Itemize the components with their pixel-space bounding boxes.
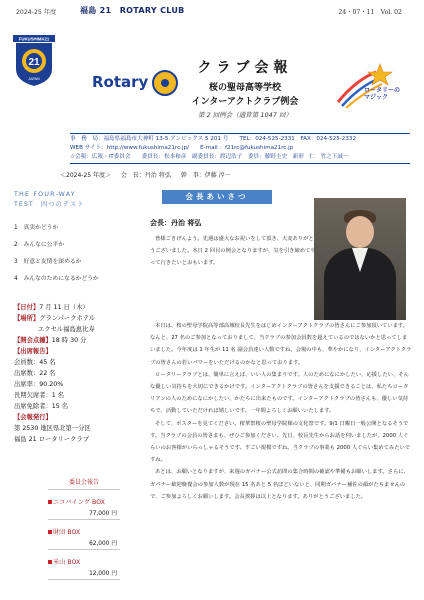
meeting-details (14, 302, 144, 445)
time-label: 【開会点鐘】 (14, 337, 52, 344)
newsletter-title-block (170, 57, 320, 119)
committee-line: ☆会報：広報・IT委員会 委員長：松本和彦 副委員長：渡辺浩子 委員：藤野圭史 新形 仁 竹之下誠一 (70, 154, 349, 160)
fourway-list (14, 222, 144, 282)
donation-item (48, 497, 120, 520)
fourway-title-en: THE FOUR-WAY (14, 191, 76, 198)
donation-amount: 62,000 円 (89, 541, 117, 547)
donation-item (48, 557, 120, 580)
donation-name: 財団 BOX (53, 529, 81, 536)
rotary-magic-logo (336, 62, 416, 108)
magic-label: ロータリーの マジック (364, 87, 401, 101)
club-info (70, 132, 410, 165)
club-emblem (13, 35, 55, 87)
date-label: 【日付】 (14, 304, 40, 311)
fourway-item: 1 真実かどうか (14, 225, 59, 231)
attendance-row: 出席免除者：15 名 (14, 403, 69, 410)
meeting-number: 第 2 回例会（通算第 1047 回） (198, 111, 292, 119)
bullet-icon (48, 530, 52, 534)
photo-face (346, 216, 374, 248)
donation-amount: 12,000 円 (89, 571, 117, 577)
time-value: 18 時 30 分 (51, 337, 87, 344)
school-name: 桜の聖母高等学校 (208, 83, 281, 93)
fourway-title-jp: TEST 四つのテスト (14, 201, 85, 208)
publication-value-2: 福島 21 ロータリークラブ (14, 436, 89, 443)
rotary-wordmark: Rotary (92, 73, 149, 91)
attendance-row: 出席率：90.20% (14, 381, 64, 388)
place-value-2: エクセル福島恵比寿 (38, 326, 95, 333)
rotary-logo (92, 72, 182, 94)
president-label: 会 長：丹治 将弘 (120, 172, 171, 179)
article-author: 会長：丹治 将弘 (150, 219, 202, 227)
fourway-item: 4 みんなのためになるかどうか (14, 276, 99, 282)
article-intro (150, 233, 318, 270)
donation-heading: 委員会報告 (48, 477, 120, 490)
publication-label: 【会報発行】 (14, 414, 52, 421)
article-paragraph: 皆様ごきげんよう。先週は盛大なお祝いをして頂き、大変ありがとうございました。本日 2 回目の例会となりますが、気を引き締めてやって行きたいとおもいます。 (150, 236, 316, 267)
issue-date: 24・07・11 Vol. 02 (338, 9, 402, 16)
article-paragraph: あとは、お願いとなりますが、来週のガバナー公式訪問の集合時間の確認や準備もお願いします。さらに、ガバナー歓迎晩餐会の参加人数が現在 15 名あと 5 名ほどいないと、同期ガバナー補佐の顔がたちませんので、ご参加よろしくお願いします。会長挨拶は以上となります。ありがとうございました。 (150, 469, 409, 500)
fourway-title (14, 190, 144, 210)
officer-row (60, 170, 410, 179)
club-name: 福島 21 ROTARY CLUB (80, 6, 185, 15)
article-paragraph: 本日は、桜の聖母学院高等部高城校長先生をはじめインターアクトクラブの皆さんにご参加頂いています。なんと、27 名のご参加となっておりまして、当クラブの参加会員数を超えているのではないかと思ってしまいました。今年度は 1 年生が 11 名 副会員達い人数ですね。会場の中も、華やかになり、インターアクトクラブの皆さんの若いパワーをいただけるのかなと思っております。 (150, 323, 412, 366)
president-message (150, 190, 414, 500)
emblem-number: 21 (28, 57, 40, 68)
attendance-row: 出席数：22 名 (14, 370, 56, 377)
attendance-row: 会員数：45 名 (14, 359, 56, 366)
left-column (14, 190, 144, 445)
donation-name: 米山 BOX (53, 559, 81, 566)
attendance-label: 【出席報告】 (14, 348, 52, 355)
attendance-row: 長期欠席者：1 名 (14, 392, 65, 399)
president-photo (314, 198, 406, 320)
emblem-top-text: FUKUSHIMA21 (18, 36, 50, 42)
date-value: 7 月 11 日（木） (39, 304, 89, 311)
header-bar (12, 4, 412, 18)
emblem-bottom-text: JAPAN (28, 77, 40, 81)
donation-amount: 77,000 円 (89, 511, 117, 517)
secretary-label: 幹 事：伊藤 淳一 (180, 172, 231, 179)
divider (48, 519, 120, 520)
divider (70, 133, 410, 134)
article-paragraph: ロータリークラブとは、簡単に言えば、いい人の集まりです。人のためになにかしたい、応援したい、そんな優しい気持ちを大切にできるかけです。インターアクトクラブの皆さんを支援できることは、私たちロータリアンの人のためになにかしたい、かたちに出来たものです。インターアクトクラブの皆さんも、優しい気持ちで、活動していただければ嬉しいです。一年間よろしくお願いいたします。 (150, 371, 409, 415)
donation-name: ニコバイング BOX (53, 499, 105, 506)
fourway-item: 2 みんなに公平か (14, 242, 65, 248)
donation-item (48, 527, 120, 550)
term-label: ＜2024-25 年度＞ (60, 172, 111, 179)
publication-value: 第 2530 地区県北第一分区 (14, 425, 91, 432)
bullet-icon (48, 560, 52, 564)
divider (48, 549, 120, 550)
donation-report (48, 477, 120, 580)
newsletter-title: クラブ会報 (197, 60, 293, 76)
section-heading: 会長あいさつ (162, 190, 272, 204)
web-line: WEB サイト：http://www.fukushima21rc.jp/ E-mail ：f21rc@fukushima21rc.jp (70, 145, 294, 151)
meeting-name: インターアクトクラブ例会 (191, 97, 299, 107)
article-body (150, 320, 412, 503)
place-label: 【場所】 (14, 315, 40, 322)
fourway-item: 3 好意と友情を深めるか (14, 259, 82, 265)
term-year: 2024-25 年度 (16, 9, 57, 16)
article-paragraph: そして、ポスターを見てください。桜華祭桜の聖母学院様の文化祭です。9/1 日曜日一般公開となるそうです。当クラブの会員の皆さまも、ぜひご参加ください。先日、校長先生からお話を伺いましたが、2000 人ぐらいのお客様がいらっしゃるそうです。すごい規模ですね。当クラブの事業も 2000 人ぐらい集めてみたいですね。 (150, 420, 411, 464)
divider (70, 163, 410, 164)
office-line: 事 務 局：福島県福島市大神町 13-5 アンビックス 5 201 号 TEL：024-525-2331 FAX：024-525-2332 (70, 136, 357, 142)
divider (48, 579, 120, 580)
place-value: グランパークホテル (39, 315, 96, 322)
bullet-icon (48, 500, 52, 504)
